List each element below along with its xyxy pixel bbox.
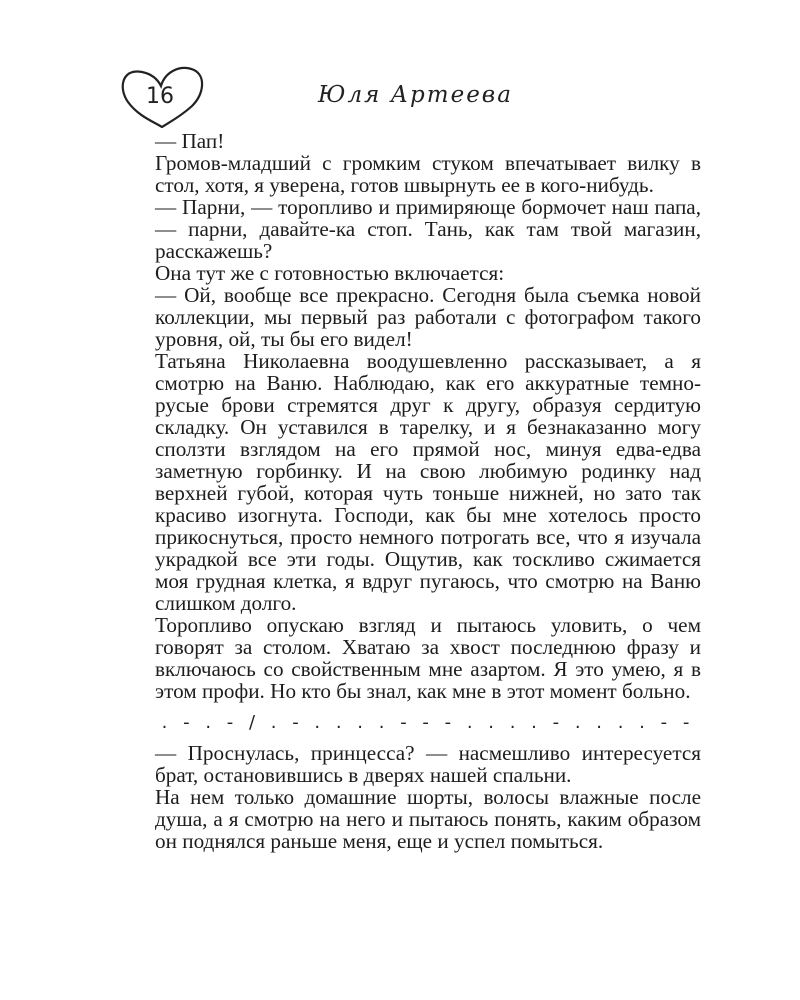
paragraph: — Проснулась, принцесса? — насмешливо интересуется брат, остановившись в дверях нашей спальни. <box>155 741 701 787</box>
paragraph: Татьяна Николаевна воодушевленно рассказывает, а я смотрю на Ваню. Наблюдаю, как его аккуратные темно-русые брови стремятся друг к другу, образуя сердитую складку. Он уставился в тарелку, и я безнаказанно могу сползти взглядом на его прямой нос, минуя едва-едва заметную горбинку. И на свою любимую родинку над верхней губой, которая чуть тоньше нижней, но зато так красиво изогнута. Господи, как бы мне хотелось просто прикоснуться, просто немного потрогать все, что я изучала украдкой все эти годы. Ощутив, как тоскливо сжимается моя грудная клетка, я вдруг пугаюсь, что смотрю на Ваню слишком долго. <box>155 349 701 615</box>
paragraph: — Пап! <box>155 129 225 153</box>
paragraph: Громов-младший с громким стуком впечатывает вилку в стол, хотя, я уверена, готов швырнуть ее в кого-нибудь. <box>155 151 701 197</box>
scene-break: . - . - / . - . . . . - - - . . . . - . . . . - - <box>161 712 695 733</box>
paragraph: — Парни, — торопливо и примиряюще бормочет наш папа, — парни, давайте-ка стоп. Тань, как там твой магазин, расскажешь? <box>155 195 701 263</box>
running-title: Юля Артеева <box>318 82 513 108</box>
paragraph: Она тут же с готовностью включается: <box>155 261 505 285</box>
page-number: 16 <box>146 84 174 109</box>
body-text <box>155 130 701 852</box>
paragraph: — Ой, вообще все прекрасно. Сегодня была съемка новой коллекции, мы первый раз работали с фотографом такого уровня, ой, ты бы его видел! <box>155 283 701 351</box>
paragraph: Торопливо опускаю взгляд и пытаюсь уловить, о чем говорят за столом. Хватаю за хвост последнюю фразу и включаюсь со свойственным мне азартом. Я это умею, я в этом профи. Но кто бы знал, как мне в этот момент больно. <box>155 613 701 703</box>
page-header <box>118 62 708 132</box>
paragraph: На нем только домашние шорты, волосы влажные после душа, а я смотрю на него и пытаюсь понять, каким образом он поднялся раньше меня, еще и успел помыться. <box>155 785 701 853</box>
